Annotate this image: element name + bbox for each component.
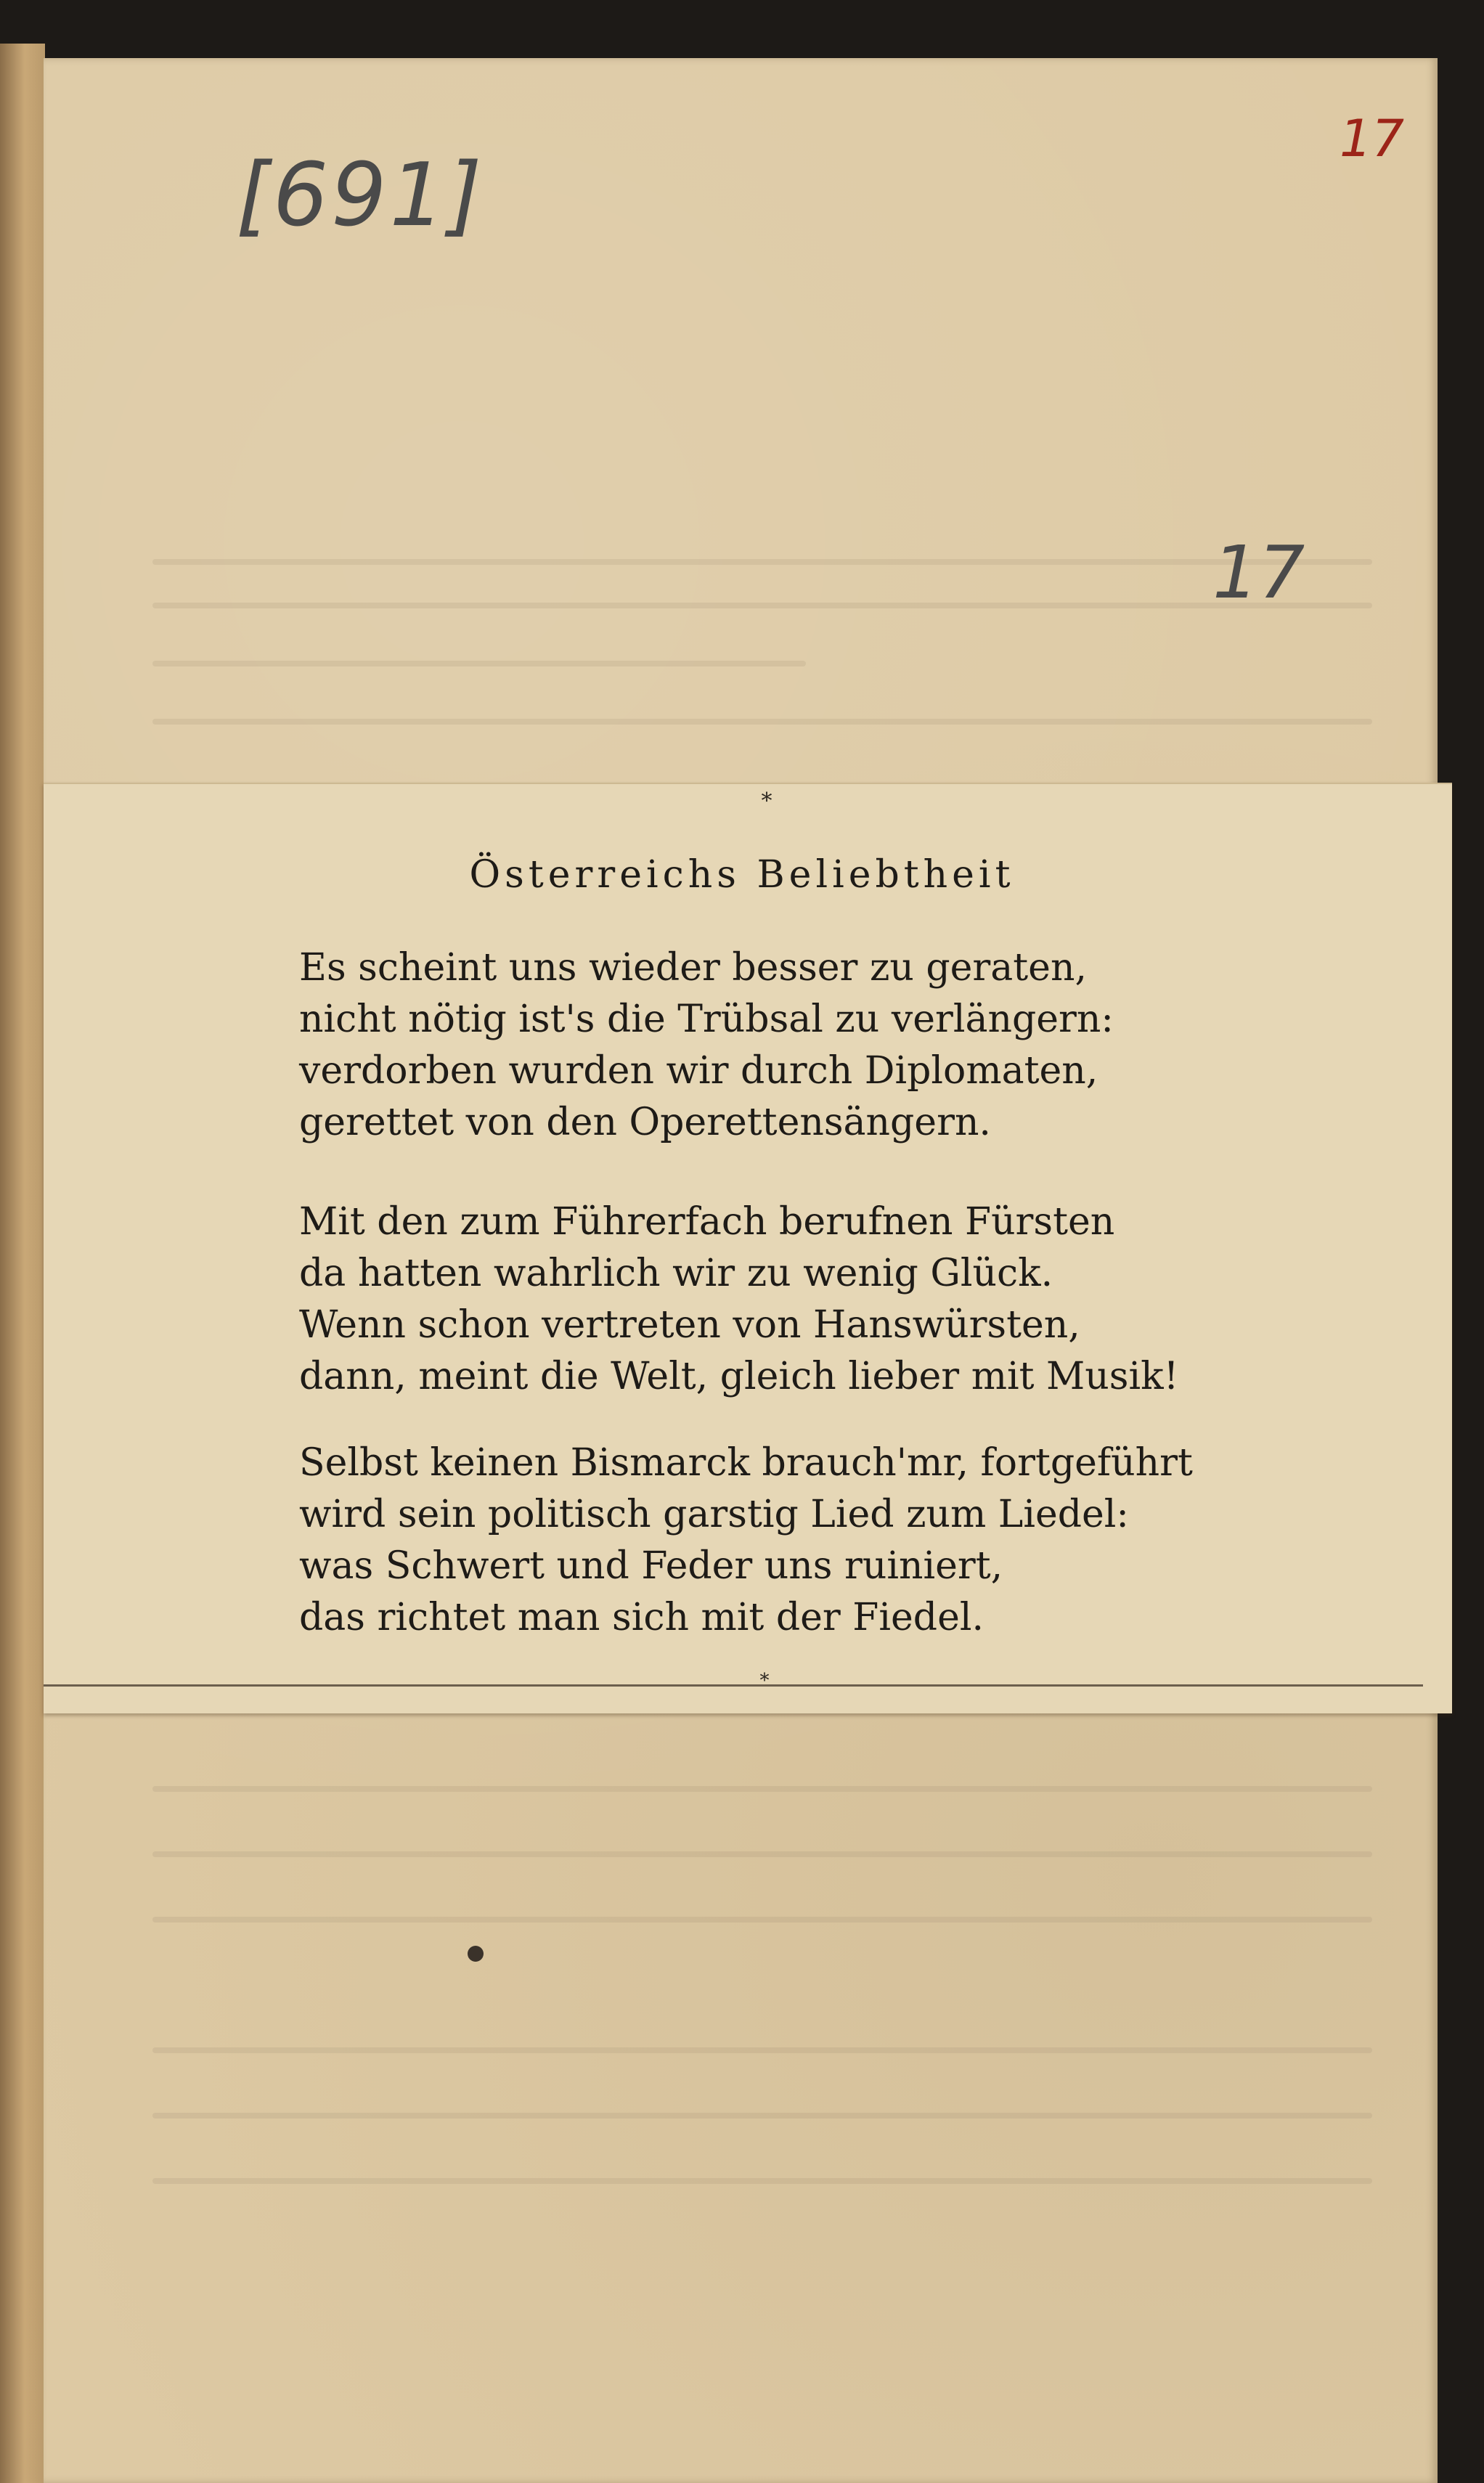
shelfmark-pencil: [691]	[236, 145, 485, 246]
page-number-pencil: 17	[1212, 530, 1305, 615]
bleed-through-line	[152, 1786, 1372, 1792]
ornament-bottom: *	[759, 1670, 770, 1692]
clipping-bottom-rule	[44, 1684, 1423, 1687]
ornament-top: *	[761, 788, 772, 814]
verse-line: verdorben wurden wir durch Diplomaten,	[299, 1049, 1098, 1093]
poem-title: Österreichs Beliebtheit	[469, 853, 1015, 897]
bleed-through-line	[152, 1851, 1372, 1857]
stanza-2	[299, 1196, 1179, 1403]
ink-spot	[468, 1946, 484, 1962]
bleed-through-line	[152, 1917, 1372, 1923]
book-spine	[0, 44, 45, 2483]
verse-line: da hatten wahrlich wir zu wenig Glück.	[299, 1252, 1053, 1295]
verse-line: Selbst keinen Bismarck brauch'mr, fortgeführt	[299, 1441, 1193, 1485]
verse-line: Es scheint uns wieder besser zu geraten,	[299, 946, 1087, 990]
verse-line: dann, meint die Welt, gleich lieber mit Musik!	[299, 1355, 1179, 1398]
bleed-through-line	[152, 2113, 1372, 2119]
verse-line: wird sein politisch garstig Lied zum Liedel:	[299, 1493, 1129, 1536]
verse-line: Wenn schon vertreten von Hanswürsten,	[299, 1303, 1080, 1347]
stanza-3	[299, 1438, 1193, 1644]
stanza-1	[299, 942, 1114, 1149]
bleed-through-line	[152, 719, 1372, 725]
verse-line: gerettet von den Operettensängern.	[299, 1101, 991, 1144]
bleed-through-line	[152, 2047, 1372, 2053]
verse-line: Mit den zum Führerfach berufnen Fürsten	[299, 1200, 1115, 1244]
bleed-through-line	[152, 661, 806, 666]
verse-line: was Schwert und Feder uns ruiniert,	[299, 1544, 1003, 1588]
folio-number-red: 17	[1340, 109, 1405, 168]
verse-line: das richtet man sich mit der Fiedel.	[299, 1596, 984, 1639]
bleed-through-line	[152, 2178, 1372, 2184]
bleed-through-line	[152, 603, 1372, 608]
verse-line: nicht nötig ist's die Trübsal zu verlängern:	[299, 998, 1114, 1041]
bleed-through-line	[152, 559, 1372, 565]
